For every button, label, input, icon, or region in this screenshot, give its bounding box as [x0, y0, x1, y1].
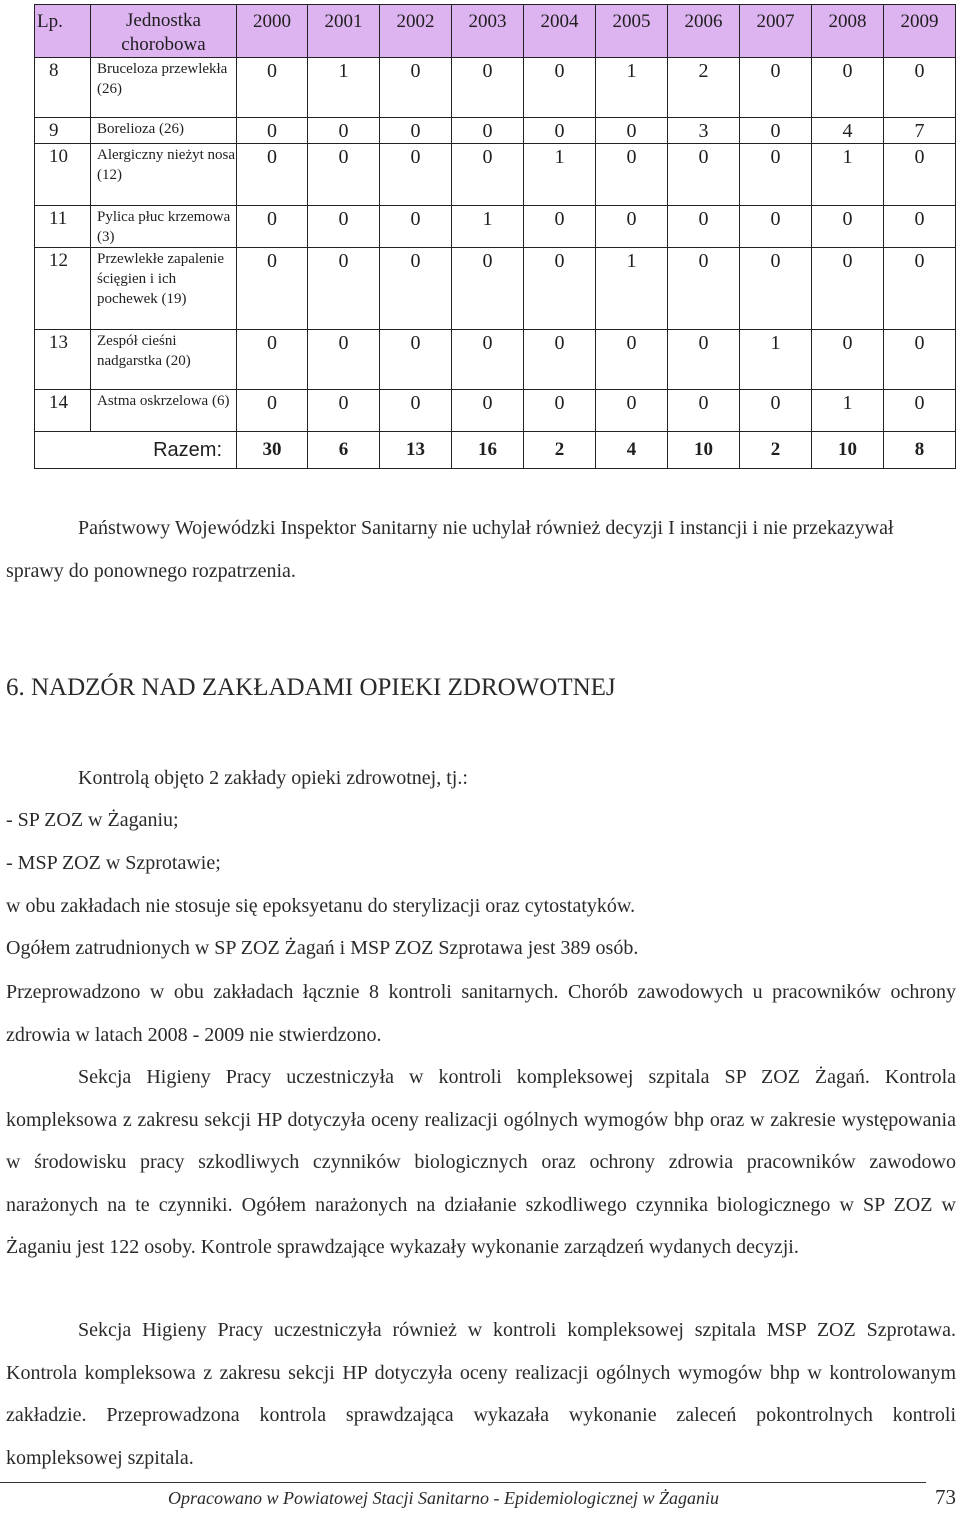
row-disease-name: Alergiczny nieżyt nosa (12) [91, 144, 237, 206]
row-lp: 14 [35, 390, 91, 432]
row-lp: 10 [35, 144, 91, 206]
row-value: 1 [812, 390, 884, 432]
row-disease-name: Pylica płuc krzemowa (3) [91, 206, 237, 248]
paragraph-controls-text: Przeprowadzono w obu zakładach łącznie 8 kontroli sanitarnych. Chorób zawodowych u pracowników ochrony zdrowia w latach 2008 - 2009 nie stwierdzono. [6, 981, 956, 1046]
table-row [35, 390, 956, 432]
row-value: 0 [308, 330, 380, 390]
total-value: 10 [668, 432, 740, 469]
table-row [35, 58, 956, 118]
row-value: 0 [308, 248, 380, 330]
table-row [35, 118, 956, 144]
row-lp: 12 [35, 248, 91, 330]
row-value: 3 [668, 118, 740, 144]
row-disease-name: Borelioza (26) [91, 118, 237, 144]
table-row [35, 206, 956, 248]
row-value: 0 [452, 248, 524, 330]
row-value: 0 [524, 330, 596, 390]
row-value: 0 [740, 118, 812, 144]
row-value: 0 [380, 248, 452, 330]
row-value: 1 [740, 330, 812, 390]
row-disease-name: Bruceloza przewlekła (26) [91, 58, 237, 118]
row-value: 0 [884, 248, 956, 330]
row-value: 0 [380, 58, 452, 118]
row-value: 0 [380, 206, 452, 248]
row-value: 0 [308, 118, 380, 144]
row-disease-name: Astma oskrzelowa (6) [91, 390, 237, 432]
row-value: 0 [740, 390, 812, 432]
row-value: 0 [812, 58, 884, 118]
header-year: 2005 [596, 5, 668, 58]
header-year: 2008 [812, 5, 884, 58]
total-value: 6 [308, 432, 380, 469]
table-total-row [35, 432, 956, 469]
row-value: 0 [596, 330, 668, 390]
page-number: 73 [935, 1485, 956, 1509]
row-value: 0 [380, 118, 452, 144]
row-value: 0 [452, 144, 524, 206]
row-value: 0 [884, 206, 956, 248]
row-value: 1 [812, 144, 884, 206]
row-value: 0 [524, 118, 596, 144]
row-value: 0 [452, 330, 524, 390]
list-item: - SP ZOZ w Żaganiu; [6, 809, 179, 831]
row-value: 0 [668, 390, 740, 432]
header-lp: Lp. [35, 5, 91, 58]
total-value: 16 [452, 432, 524, 469]
row-value: 0 [668, 248, 740, 330]
row-value: 0 [452, 58, 524, 118]
row-value: 0 [668, 144, 740, 206]
row-value: 0 [596, 390, 668, 432]
header-year: 2009 [884, 5, 956, 58]
row-value: 0 [740, 58, 812, 118]
row-value: 0 [237, 390, 308, 432]
row-lp: 8 [35, 58, 91, 118]
row-disease-name: Zespół cieśni nadgarstka (20) [91, 330, 237, 390]
row-disease-name: Przewlekłe zapalenie ścięgien i ich pochewek (19) [91, 248, 237, 330]
row-value: 0 [524, 390, 596, 432]
row-value: 1 [596, 58, 668, 118]
row-value: 0 [452, 118, 524, 144]
row-value: 0 [380, 330, 452, 390]
row-value: 4 [812, 118, 884, 144]
row-value: 0 [740, 144, 812, 206]
row-value: 0 [524, 248, 596, 330]
section-heading: 6. NADZÓR NAD ZAKŁADAMI OPIEKI ZDROWOTNEJ [6, 674, 616, 701]
row-value: 7 [884, 118, 956, 144]
header-year: 2001 [308, 5, 380, 58]
disease-table [34, 4, 956, 469]
total-value: 4 [596, 432, 668, 469]
row-value: 0 [884, 144, 956, 206]
row-value: 0 [308, 390, 380, 432]
row-value: 0 [237, 206, 308, 248]
paragraph-zagan-text: Sekcja Higieny Pracy uczestniczyła w kontroli kompleksowej szpitala SP ZOZ Żagań. Kontrola kompleksowa z zakresu sekcji HP dotyczyła oceny realizacji ogólnych wymogów bhp oraz w zakresie występowania w środowisku pracy szkodliwych czynników biologicznych oraz ochrony zdrowia pracowników zawodowo narażonych na te czynniki. Ogółem narażonych na działanie szkodliwego czynnika biologicznego w SP ZOZ w Żaganiu jest 122 osoby. Kontrole sprawdzające wykazały wykonanie zarządzeń wydanych decyzji. [6, 1066, 956, 1258]
header-year: 2006 [668, 5, 740, 58]
table-row [35, 330, 956, 390]
header-year: 2007 [740, 5, 812, 58]
total-value: 8 [884, 432, 956, 469]
header-name: Jednostka chorobowa [91, 5, 237, 58]
row-value: 1 [596, 248, 668, 330]
header-year: 2004 [524, 5, 596, 58]
row-value: 0 [596, 206, 668, 248]
paragraph-zagan [6, 1056, 956, 1269]
row-value: 0 [668, 206, 740, 248]
row-value: 0 [668, 330, 740, 390]
row-value: 2 [668, 58, 740, 118]
employed-line: Ogółem zatrudnionych w SP ZOZ Żagań i MSP ZOZ Szprotawa jest 389 osób. [6, 937, 639, 959]
row-value: 0 [308, 206, 380, 248]
row-value: 0 [524, 58, 596, 118]
row-value: 0 [380, 390, 452, 432]
row-value: 0 [237, 118, 308, 144]
row-value: 0 [812, 206, 884, 248]
list-item: - MSP ZOZ w Szprotawie; [6, 852, 221, 874]
row-value: 0 [812, 330, 884, 390]
row-value: 0 [740, 206, 812, 248]
paragraph-controls [6, 971, 956, 1056]
footer-divider [0, 1482, 926, 1483]
row-value: 1 [452, 206, 524, 248]
row-value: 0 [740, 248, 812, 330]
total-value: 10 [812, 432, 884, 469]
control-intro: Kontrolą objęto 2 zakłady opieki zdrowotnej, tj.: [78, 767, 468, 789]
header-year: 2002 [380, 5, 452, 58]
header-year: 2000 [237, 5, 308, 58]
row-value: 0 [596, 118, 668, 144]
total-label: Razem: [35, 432, 237, 469]
row-value: 0 [237, 58, 308, 118]
epoxy-line: w obu zakładach nie stosuje się epoksyetanu do sterylizacji oraz cytostatyków. [6, 895, 636, 917]
row-value: 0 [237, 144, 308, 206]
row-value: 0 [884, 390, 956, 432]
row-value: 0 [237, 330, 308, 390]
row-value: 0 [308, 144, 380, 206]
row-value: 0 [884, 58, 956, 118]
row-value: 1 [308, 58, 380, 118]
row-value: 0 [380, 144, 452, 206]
total-value: 2 [740, 432, 812, 469]
total-value: 30 [237, 432, 308, 469]
row-value: 0 [812, 248, 884, 330]
header-year: 2003 [452, 5, 524, 58]
paragraph-szprotawa [6, 1309, 956, 1479]
row-lp: 13 [35, 330, 91, 390]
row-lp: 9 [35, 118, 91, 144]
footer-text: Opracowano w Powiatowej Stacji Sanitarno - Epidemiologicznej w Żaganiu [168, 1488, 719, 1508]
paragraph-decisions-text: Państwowy Wojewódzki Inspektor Sanitarny nie uchylał również decyzji I instancji i nie przekazywał sprawy do ponownego rozpatrzenia. [6, 517, 894, 582]
total-value: 2 [524, 432, 596, 469]
paragraph-szprotawa-text: Sekcja Higieny Pracy uczestniczyła również w kontroli kompleksowej szpitala MSP ZOZ Szprotawa. Kontrola kompleksowa z zakresu sekcji HP dotyczyła oceny realizacji ogólnych wymogów bhp w kontrolowanym zakładzie. Przeprowadzona kontrola sprawdzająca wykazała wykonanie zaleceń pokontrolnych kontroli kompleksowej szpitala. [6, 1319, 956, 1469]
row-value: 0 [524, 206, 596, 248]
row-value: 0 [452, 390, 524, 432]
table-row [35, 144, 956, 206]
table-row [35, 248, 956, 330]
total-value: 13 [380, 432, 452, 469]
row-value: 0 [884, 330, 956, 390]
paragraph-decisions [6, 507, 956, 592]
row-value: 0 [237, 248, 308, 330]
row-lp: 11 [35, 206, 91, 248]
table-header-row [35, 5, 956, 58]
row-value: 0 [596, 144, 668, 206]
row-value: 1 [524, 144, 596, 206]
